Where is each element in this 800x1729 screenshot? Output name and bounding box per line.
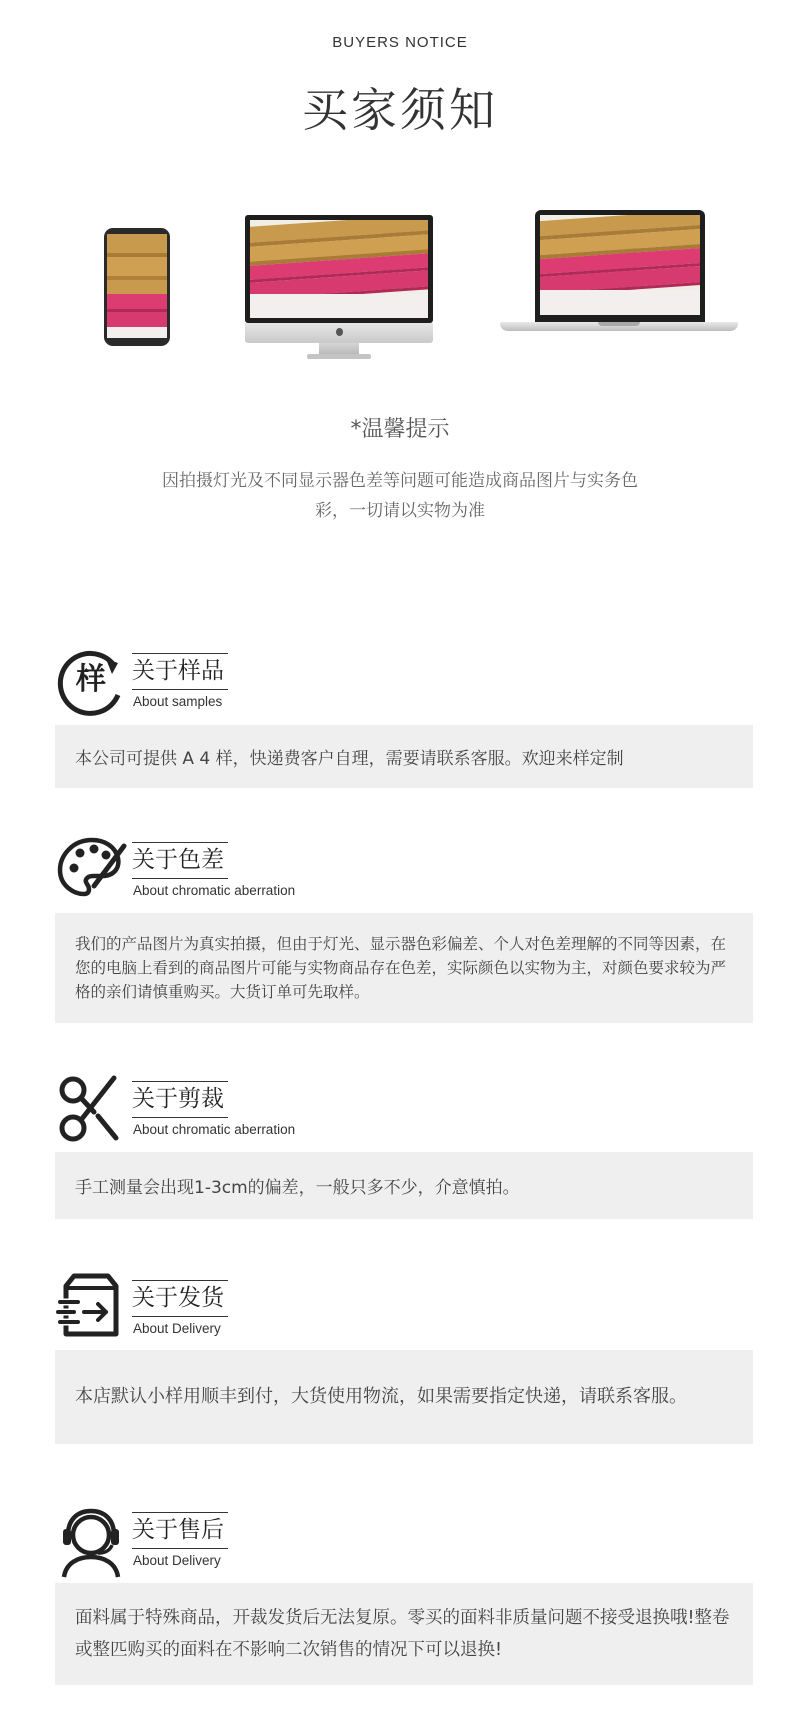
palette-icon xyxy=(54,830,128,904)
desktop-monitor-image xyxy=(245,215,433,365)
section-box-cutting xyxy=(55,1152,753,1219)
section-title-color: 关于色差 xyxy=(132,842,228,879)
page-title: 买家须知 xyxy=(302,83,498,137)
section-text-delivery: 本店默认小样用顺丰到付，大货使用物流，如果需要指定快递，请联系客服。 xyxy=(75,1386,687,1407)
section-title-delivery: 关于发货 xyxy=(132,1280,228,1317)
section-subtitle-aftersales: About Delivery xyxy=(133,1553,221,1568)
section-text-aftersales: 面料属于特殊商品，开裁发货后无法复原。零买的面料非质量问题不接受退换哦!整卷或整匹购买的面料在不影响二次销售的情况下可以退换! xyxy=(75,1608,730,1660)
section-subtitle-color: About chromatic aberration xyxy=(133,883,296,898)
devices-illustration xyxy=(0,200,800,370)
laptop-image xyxy=(500,210,738,350)
section-box-delivery xyxy=(55,1350,753,1444)
buyers-notice-eyebrow: BUYERS NOTICE xyxy=(332,34,468,51)
notice-title: *温馨提示 xyxy=(350,417,450,442)
section-text-samples: 本公司可提供 A 4 样，快递费客户自理，需要请联系客服。欢迎来样定制 xyxy=(75,749,624,769)
delivery-box-icon xyxy=(54,1270,128,1344)
section-title-samples: 关于样品 xyxy=(132,653,228,690)
section-text-color: 我们的产品图片为真实拍摄，但由于灯光、显示器色彩偏差、个人对色差理解的不同等因素，在您的电脑上看到的商品图片可能与实物商品存在色差，实际颜色以实物为主，对颜色要求较为严格的亲们请慎重购买。大货订单可先取样。 xyxy=(75,935,727,1001)
section-box-color xyxy=(55,913,753,1023)
notice-text: 因拍摄灯光及不同显示器色差等问题可能造成商品图片与实务色彩，一切请以实物为准 xyxy=(162,471,638,521)
section-text-cutting: 手工测量会出现1-3cm的偏差，一般只多不少，介意慎拍。 xyxy=(75,1178,520,1198)
section-title-aftersales: 关于售后 xyxy=(132,1512,228,1549)
section-box-aftersales xyxy=(55,1583,753,1685)
sample-badge-char: 样 xyxy=(76,662,106,697)
section-title-cutting: 关于剪裁 xyxy=(132,1081,228,1118)
section-subtitle-cutting: About chromatic aberration xyxy=(133,1122,296,1137)
headset-icon xyxy=(54,1505,128,1579)
section-box-samples xyxy=(55,725,753,788)
sample-badge-icon xyxy=(54,645,128,719)
scissors-icon xyxy=(54,1072,128,1146)
section-subtitle-delivery: About Delivery xyxy=(133,1321,221,1336)
phone-image xyxy=(104,228,170,346)
section-subtitle-samples: About samples xyxy=(133,694,223,709)
